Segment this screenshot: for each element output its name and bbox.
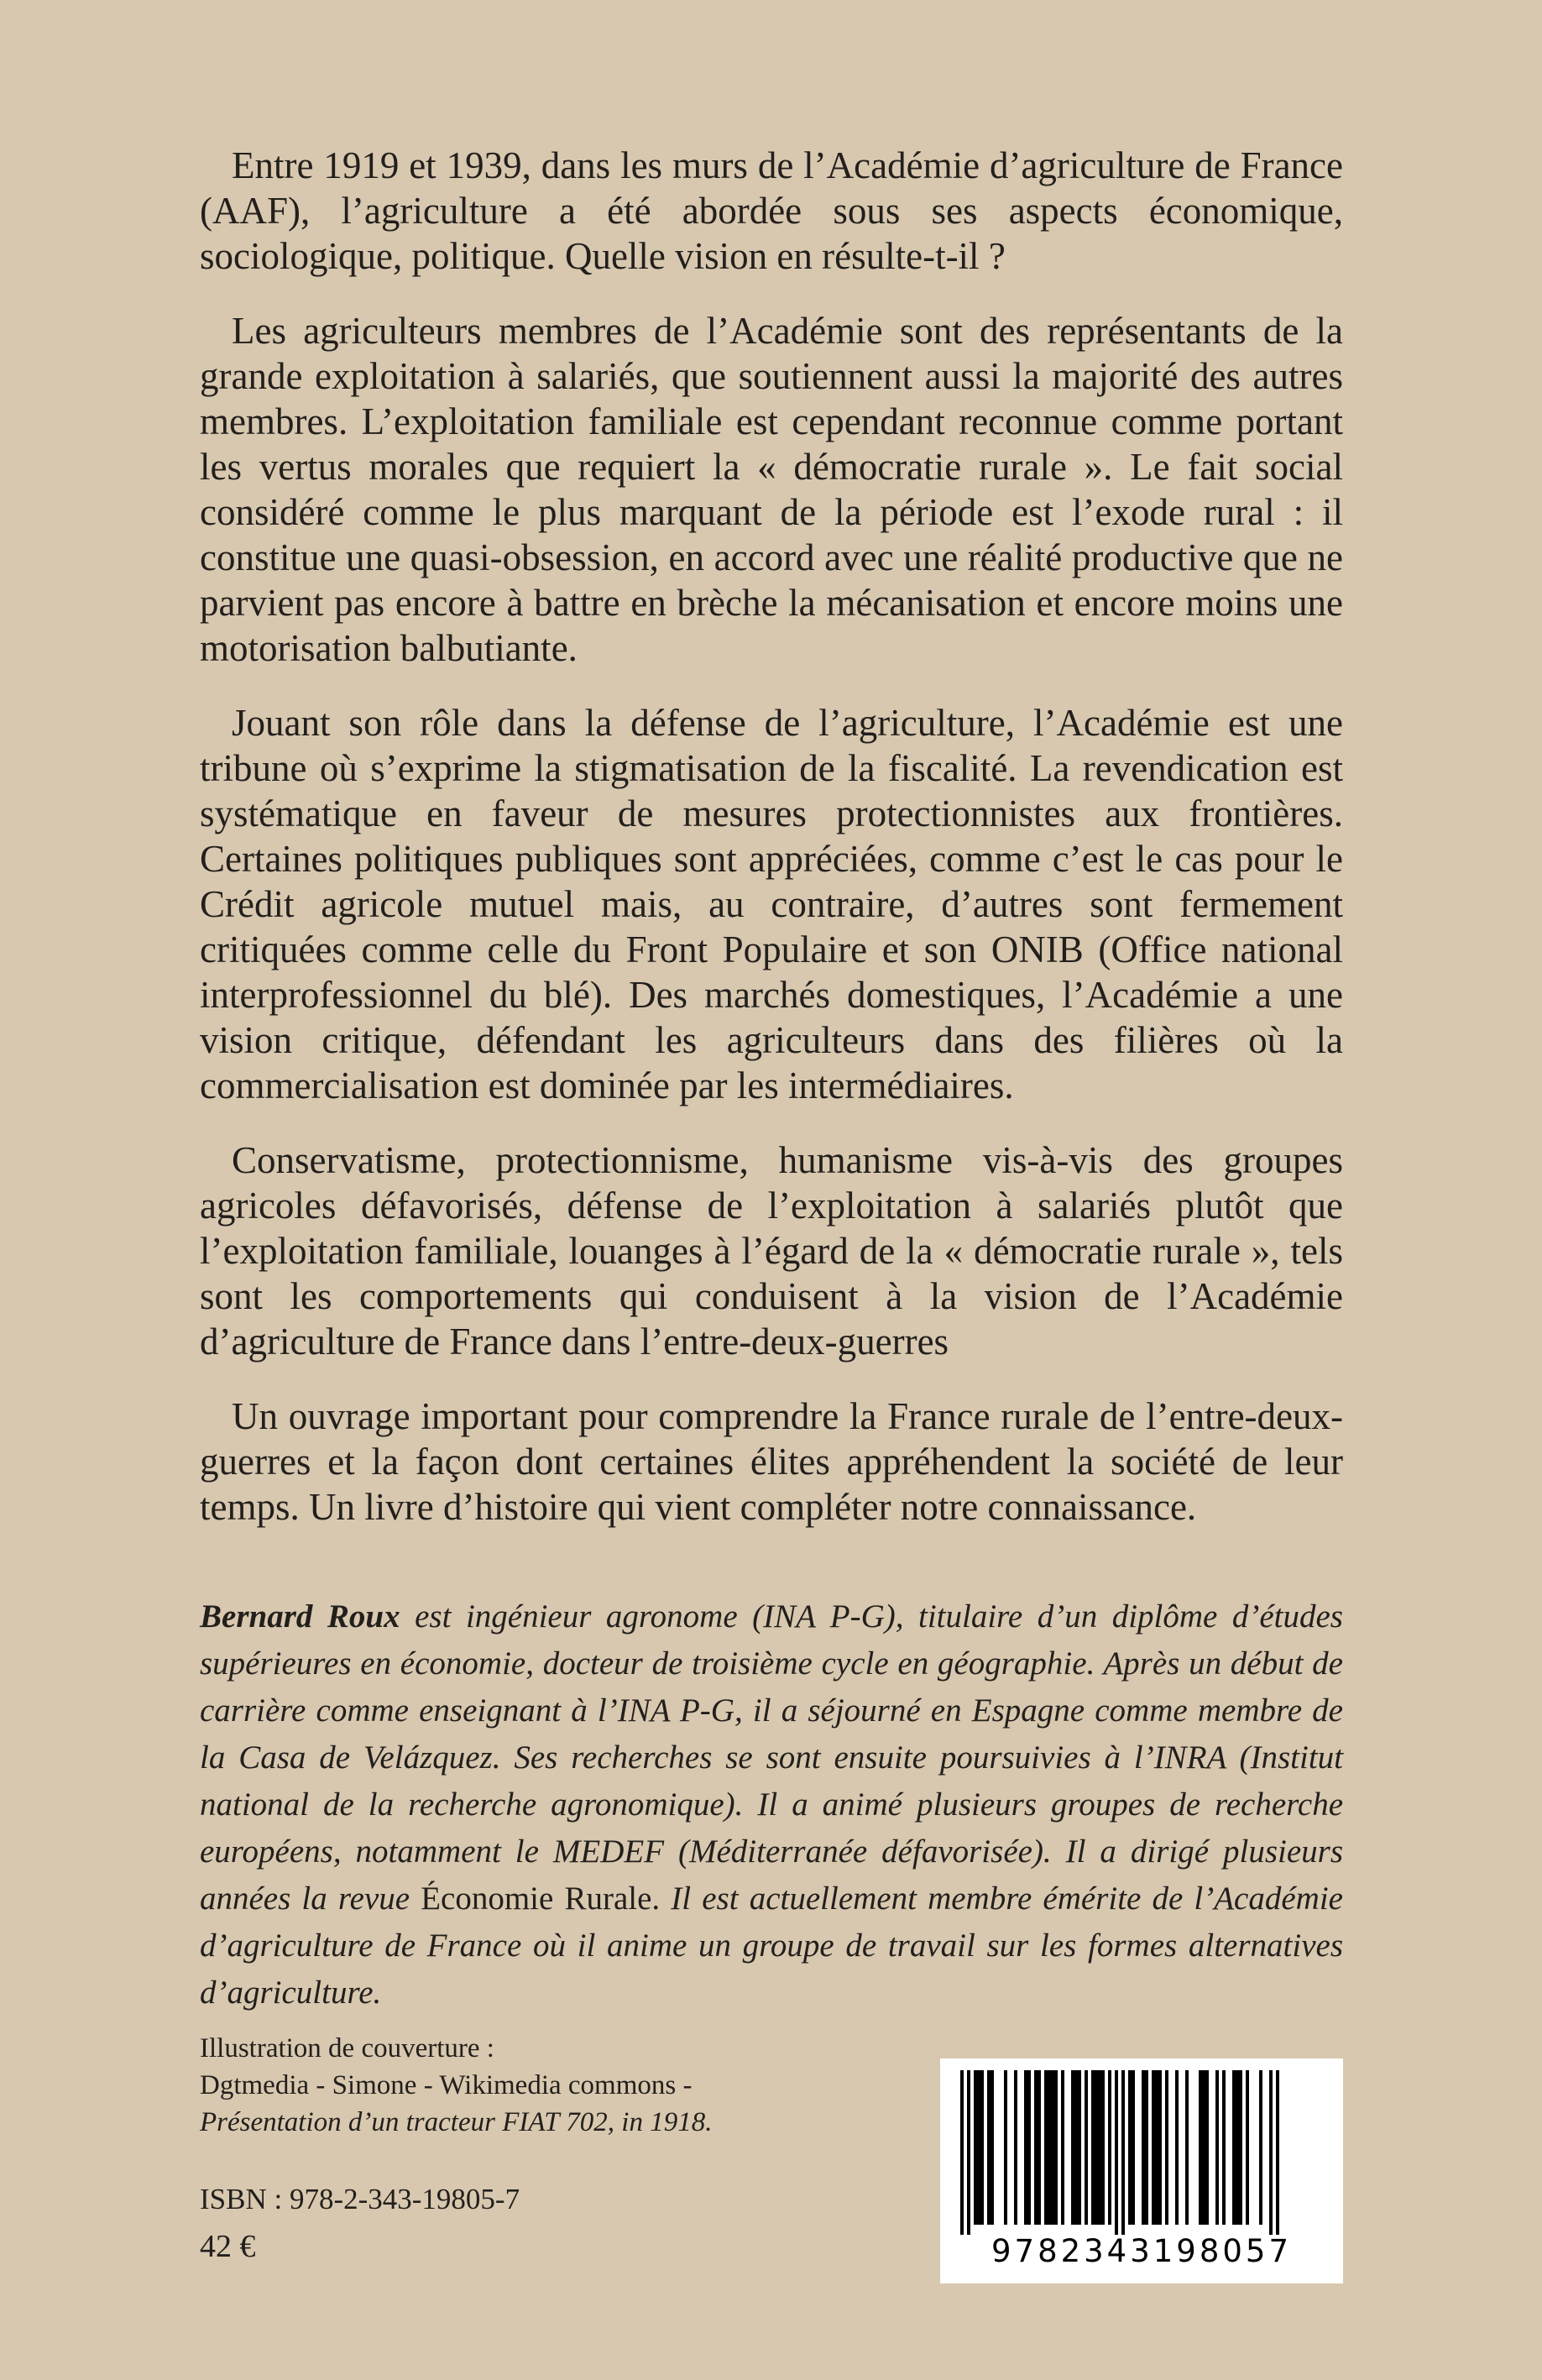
barcode: [940, 2058, 1343, 2283]
barcode-bar: [1155, 2070, 1158, 2225]
summary-paragraph-5: Un ouvrage important pour comprendre la France rurale de l’entre-deux-guerres et la façon dont certaines élites appréhendent la société de leur temps. Un livre d’histoire qui vient compléter notre connaissance.: [200, 1395, 1343, 1528]
barcode-bar: [1236, 2070, 1239, 2225]
barcode-bar: [1004, 2070, 1007, 2225]
barcode-bar: [1232, 2070, 1236, 2225]
illustration-credits: [200, 2030, 787, 2141]
barcode-bar: [1142, 2070, 1145, 2225]
barcode-bar: [1061, 2070, 1064, 2225]
barcode-bar: [987, 2070, 991, 2225]
summary-paragraph-2: Les agriculteurs membres de l’Académie sont des représentants de la grande exploitation à salariés, que soutiennent aussi la majorité des autres membres. L’exploitation familiale est cependant reconnue comme portant les vertus morales que requiert la « démocratie rurale ». Le fait social considéré comme le plus marquant de la période est l’exode rural : il constitue une quasi-obsession, en accord avec une réalité productive que ne parvient pas encore à battre en brèche la mécanisation et encore moins une motorisation balbutiante.: [200, 310, 1343, 669]
barcode-bar: [1085, 2070, 1088, 2225]
barcode-bar: [1199, 2070, 1202, 2225]
barcode-bar: [1074, 2070, 1078, 2225]
summary-paragraph-4: Conservatisme, protectionnisme, humanisme vis-à-vis des groupes agricoles défavorisés, défense de l’exploitation à salariés plutôt que l’exploitation familiale, louanges à l’égard de la « démocratie rurale », tels sont les comportements qui conduisent à la vision de l’Académie d’agriculture de France dans l’entre-deux-guerres: [200, 1139, 1343, 1363]
barcode-bar: [1185, 2070, 1189, 2225]
barcode-bar: [1044, 2070, 1048, 2225]
summary-text: [200, 143, 1343, 1559]
barcode-bar: [977, 2070, 980, 2225]
barcode-bar: [1175, 2070, 1179, 2225]
barcode-bar: [1038, 2070, 1041, 2225]
barcode-bar: [1024, 2070, 1027, 2225]
barcode-bar: [960, 2070, 964, 2235]
barcode-bar: [967, 2070, 970, 2235]
barcode-bar: [1276, 2070, 1279, 2235]
isbn: ISBN : 978-2-343-19805-7: [200, 2183, 520, 2215]
barcode-bar: [1101, 2070, 1105, 2225]
barcode-bar: [1202, 2070, 1205, 2225]
barcode-bar: [1215, 2070, 1219, 2225]
barcode-bar: [991, 2070, 994, 2225]
barcode-bar: [1165, 2070, 1168, 2225]
barcode-bar: [1054, 2070, 1058, 2225]
summary-paragraph-1: Entre 1919 et 1939, dans les murs de l’Académie d’agriculture de France (AAF), l’agriculture a été abordée sous ses aspects économique, sociologique, politique. Quelle vision en résulte-t-il ?: [200, 144, 1343, 277]
barcode-bar: [1158, 2070, 1162, 2225]
barcode-bar: [1152, 2070, 1155, 2225]
barcode-bar: [1115, 2070, 1118, 2235]
barcode-bar: [1205, 2070, 1209, 2225]
barcode-bar: [1108, 2070, 1111, 2225]
price: 42 €: [200, 2229, 256, 2264]
barcode-bar: [1098, 2070, 1101, 2225]
credits-heading: Illustration de couverture :: [200, 2033, 494, 2064]
barcode-bar: [1095, 2070, 1098, 2225]
bio-text-2: Il est actuellement membre émérite de l’Académie d’agriculture de France où il anime un groupe de travail sur les formes alternatives d’agriculture.: [200, 1880, 1343, 2011]
barcode-bar: [1239, 2070, 1242, 2225]
barcode-bar: [1071, 2070, 1074, 2225]
barcode-bar: [1121, 2070, 1125, 2235]
barcode-bar: [1078, 2070, 1081, 2225]
summary-paragraph-3: Jouant son rôle dans la défense de l’agriculture, l’Académie est une tribune où s’exprime la stigmatisation de la fiscalité. La revendication est systématique en faveur de mesures protectionnistes aux frontières. Certaines politiques publiques sont appréciées, comme c’est le cas pour le Crédit agricole mutuel mais, au contraire, d’autres sont fermement critiquées comme celle du Front Populaire et son ONIB (Office national interprofessionnel du blé). Des marchés domestiques, l’Académie a une vision critique, défendant les agriculteurs dans des filières où la commercialisation est dominée par les intermédiaires.: [200, 702, 1343, 1106]
barcode-bars: [940, 2058, 1343, 2235]
barcode-bar: [1091, 2070, 1095, 2225]
barcode-bar: [1128, 2070, 1132, 2225]
barcode-digits: 9782343198057: [991, 2233, 1293, 2269]
barcode-bar: [1027, 2070, 1031, 2225]
bio-text-1: est ingénieur agronome (INA P-G), titulaire d’un diplôme d’études supérieures en économie, docteur de troisième cycle en géographie. Après un début de carrière comme enseignant à l’INA P-G, il a séjourné en Espagne comme membre de la Casa de Velázquez. Ses recherches se sont ensuite poursuivies à l’INRA (Institut national de la recherche agronomique). Il a animé plusieurs groupes de recherche européens, notamment le MEDEF (Méditerranée défavorisée). Il a dirigé plusieurs années la revue: [200, 1598, 1343, 1917]
author-biography: [200, 1593, 1343, 2016]
barcode-bar: [1259, 2070, 1262, 2225]
barcode-bar: [1051, 2070, 1054, 2225]
barcode-bar: [1222, 2070, 1226, 2225]
author-name: Bernard Roux: [200, 1598, 400, 1635]
barcode-bar: [974, 2070, 977, 2225]
barcode-bar: [1132, 2070, 1135, 2225]
barcode-bar: [1145, 2070, 1148, 2225]
barcode-bar: [1048, 2070, 1051, 2225]
barcode-bar: [1246, 2070, 1249, 2225]
credits-caption: Présentation d’un tracteur FIAT 702, in 1918.: [200, 2107, 713, 2137]
credits-source: Dgtmedia - Simone - Wikimedia commons -: [200, 2070, 693, 2100]
journal-title: Économie Rurale.: [421, 1880, 661, 1917]
barcode-bar: [1269, 2070, 1273, 2235]
barcode-bar: [980, 2070, 984, 2225]
barcode-bar: [1014, 2070, 1017, 2225]
barcode-bar: [1034, 2070, 1038, 2225]
